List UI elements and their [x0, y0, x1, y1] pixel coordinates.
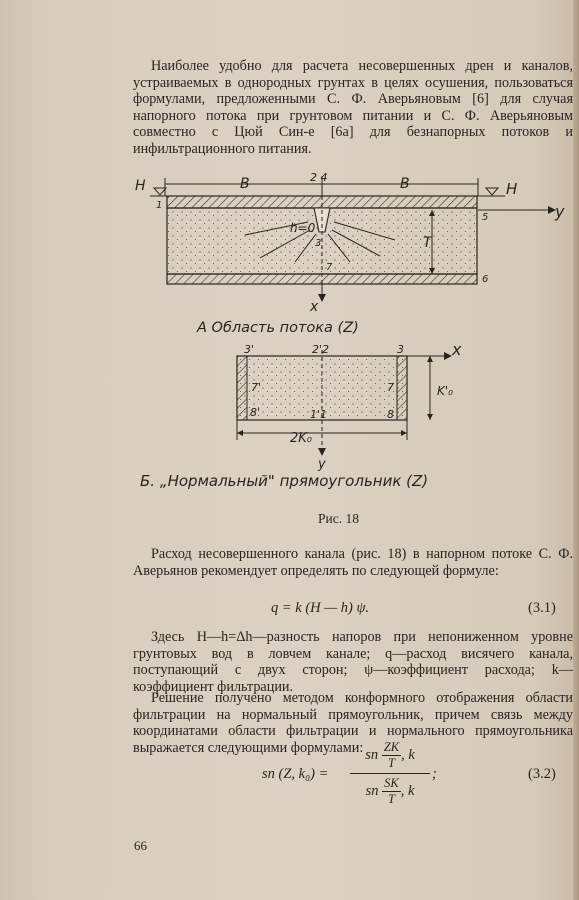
label-top-24: 2 4 [310, 171, 328, 184]
page-number: 66 [134, 838, 147, 853]
label-b-8: 8 [387, 408, 394, 421]
label-b-2k0: 2K₀ [290, 431, 313, 446]
label-point-1: 1 [156, 200, 163, 211]
label-b-left: B [240, 176, 250, 192]
figure-a-flow-region [0, 170, 579, 510]
caption-diagram-b: Б. „Нормальный" прямоугольник (Z) [140, 472, 429, 490]
figure-caption: Рис. 18 [318, 511, 359, 526]
label-b-22: 2'2 [312, 343, 330, 356]
formula-3-2-sn-top: sn [365, 746, 379, 763]
formula-3-2-inner-bottom: $\frac{SK}{T}$ [384, 776, 399, 806]
formula-3-2-inner-top: $\frac{ZK}{T}$ [383, 740, 400, 770]
label-h-left: H [135, 178, 146, 194]
formula-3-2-fraction: sn $\frac{ZK}{T}$ , k sn $\frac{SK}{T}$ , k [350, 740, 430, 807]
label-b-right: B [400, 176, 410, 192]
label-t: T [423, 235, 432, 251]
label-y-axis: y [555, 202, 565, 221]
label-b-7prime: 7' [251, 381, 262, 394]
label-b-3: 3 [397, 343, 404, 356]
paragraph-rashod: Расход несовершенного канала (рис. 18) в напорном потоке С. Ф. Аверьянов рекомендует определять по следующей формуле: [133, 546, 573, 579]
label-point-7: 7 [326, 262, 333, 273]
label-b-k0prime: K'₀ [437, 384, 453, 398]
label-point-5: 5 [482, 212, 489, 223]
formula-3-2-lhs: sn (Z, k₀) = [262, 766, 329, 782]
label-h-right: H [506, 180, 518, 198]
label-b-3prime: 3' [244, 343, 255, 356]
label-b-x-axis: x [452, 340, 462, 359]
caption-diagram-a: А Область потока (Z) [197, 320, 359, 336]
formula-3-1: q = k (H — h) ψ. [271, 600, 370, 616]
formula-3-2-semicolon: ; [432, 766, 437, 782]
paragraph-intro: Наиболее удобно для расчета несовершенных дрен и каналов, устраиваемых в однородных грунтах в целях осушения, пользоваться формулами, предложенными С. Ф. Аверьяновым [6] для случая напорного потока при грунтовом питании и С. Ф. Аверьяновым совместно с Цюй Син-е [6а] для безнапорных потоков и инфильтрационного питания. [133, 58, 573, 157]
formula-3-2-sn-bottom: sn [365, 782, 379, 799]
equation-number-3-1: (3.1) [528, 600, 556, 616]
paragraph-zdes: Здесь H—h=Δh—разность напоров при непониженном уровне грунтовых вод в ловчем канале; q—расход висячего канала, поступающий с двух сторон; ψ—коэффициент расхода; k—коэффициент фильтрации. [133, 629, 573, 695]
label-x-axis: x [310, 299, 319, 315]
label-b-8prime: 8' [250, 406, 261, 419]
label-b-y-axis: y [318, 457, 326, 472]
paragraph-reshenie: Решение получено методом конформного отображения области фильтрации на нормальный прямоугольник, причем связь между координатами области фильтрации и нормального прямоугольника выражается следующими формулами: [133, 690, 573, 756]
label-b-11: 1'1 [310, 408, 328, 421]
label-h0: h=0 [290, 221, 316, 235]
label-point-3: 3 [315, 238, 322, 249]
label-point-6: 6 [482, 274, 489, 285]
label-b-7: 7 [387, 381, 394, 394]
equation-number-3-2: (3.2) [528, 766, 556, 782]
